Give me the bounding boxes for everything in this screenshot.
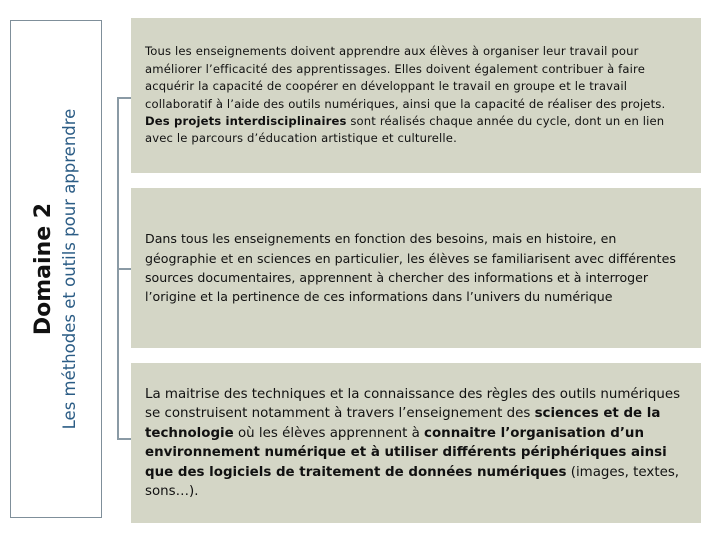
box-1-text-b: sont réalisés chaque année du cycle, dont un en lien avec le parcours d’éducation artistique et culturelle. [145,113,665,146]
domain-label-group [11,21,101,517]
box-1-bold-a: Des projets interdisciplinaires [145,113,347,128]
box-3-text-c: (images, textes, sons…). [145,464,680,499]
text-box-2 [131,188,701,348]
box-3-bold-a: sciences et de la technologie [145,406,661,441]
domain-subtitle: Les méthodes et outils pour apprendre [60,108,79,430]
domain-side-panel [10,20,102,518]
box-3-text-b: où les élèves apprennent à [233,425,425,441]
branch-line-3 [117,438,132,440]
box-1-text-a: Tous les enseignements doivent apprendre aux élèves à organiser leur travail pour améliorer l’efficacité des apprentissages. Elles doivent également contribuer à faire acquérir la capacité de coopérer en développant le travail en groupe et le travail collaboratif à l’aide des outils numériques, ainsi que la capacité de réaliser des projets. [145,44,666,111]
branch-line-1 [117,97,132,99]
text-box-3 [131,363,701,523]
domain-title: Domaine 2 [31,202,56,336]
text-box-1-paragraph [145,43,687,147]
text-box-3-paragraph [145,385,687,502]
branch-line-2 [117,268,132,270]
text-box-1 [131,18,701,173]
box-3-bold-b: connaitre l’organisation d’un environnement numérique et à utiliser différents périphériques ainsi que des logiciels de traitement de données numériques [145,425,667,480]
box-3-text-a: La maitrise des techniques et la connaissance des règles des outils numériques se construisent notamment à travers l’enseignement des [145,386,681,421]
text-box-2-paragraph: Dans tous les enseignements en fonction des besoins, mais en histoire, en géographie et en sciences en particulier, les élèves se familiarisent avec différentes sources documentaires, apprennent à chercher des informations et à interroger l’origine et la pertinence de ces informations dans l’univers du numérique [145,231,676,305]
